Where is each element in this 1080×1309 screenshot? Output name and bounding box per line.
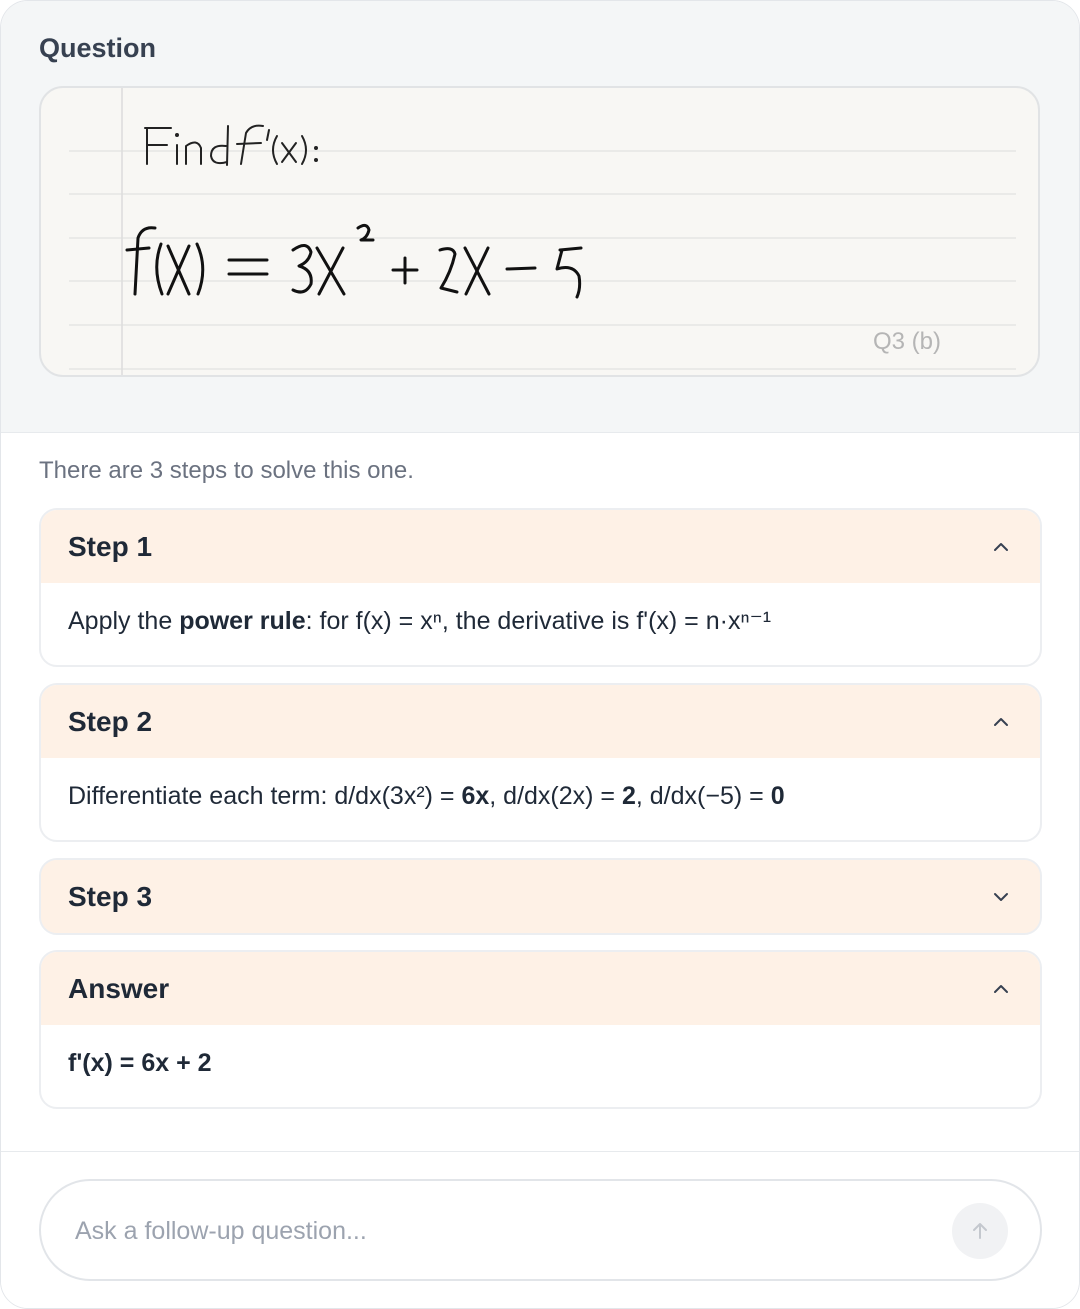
step-body-1 (41, 583, 1040, 665)
send-button[interactable] (952, 1203, 1008, 1259)
chevron-down-icon[interactable] (992, 888, 1010, 906)
step-text (68, 605, 771, 637)
chevron-up-icon[interactable] (992, 538, 1010, 556)
answer-card (39, 950, 1042, 1109)
question-title: Question (39, 33, 157, 63)
question-label: Q3 (b) (873, 328, 942, 355)
step-title: Step 1 (68, 531, 153, 562)
step-title: Step 3 (68, 881, 153, 912)
step-text-emphasis: 0 (770, 782, 785, 810)
step-header-3[interactable] (41, 860, 1040, 933)
step-text-part: Differentiate each term: d/dx(3x²) = (68, 782, 462, 810)
followup-bar (1, 1151, 1079, 1309)
step-header-1[interactable] (41, 510, 1040, 583)
chevron-up-icon[interactable] (992, 713, 1010, 731)
step-text (68, 780, 785, 812)
step-title: Step 2 (68, 706, 153, 737)
question-image (39, 86, 1040, 377)
step-text-part: : for f(x) = xⁿ, the derivative is f'(x) = n·xⁿ⁻¹ (305, 607, 772, 635)
step-text-part: , d/dx(−5) = (635, 782, 771, 810)
step-text-part: Apply the (68, 607, 180, 635)
step-text-emphasis: 6x (461, 782, 490, 810)
answer-header[interactable] (41, 952, 1040, 1025)
chevron-up-icon[interactable] (992, 980, 1010, 998)
step-text-part: , d/dx(2x) = (489, 782, 622, 810)
step-card-1 (39, 508, 1042, 667)
step-text-emphasis: power rule (179, 607, 306, 635)
step-body-2 (41, 758, 1040, 840)
answer-title: Answer (68, 973, 170, 1004)
arrow-up-icon (970, 1221, 990, 1241)
followup-input[interactable] (73, 1209, 917, 1253)
followup-field (39, 1179, 1042, 1281)
step-header-2[interactable] (41, 685, 1040, 758)
step-text-emphasis: 2 (621, 782, 636, 810)
steps-intro: There are 3 steps to solve this one. (39, 457, 414, 484)
step-card-2 (39, 683, 1042, 842)
step-card-3 (39, 858, 1042, 935)
answer-text: f'(x) = 6x + 2 (68, 1049, 212, 1077)
answer-body (41, 1025, 1040, 1107)
question-section (1, 1, 1079, 433)
